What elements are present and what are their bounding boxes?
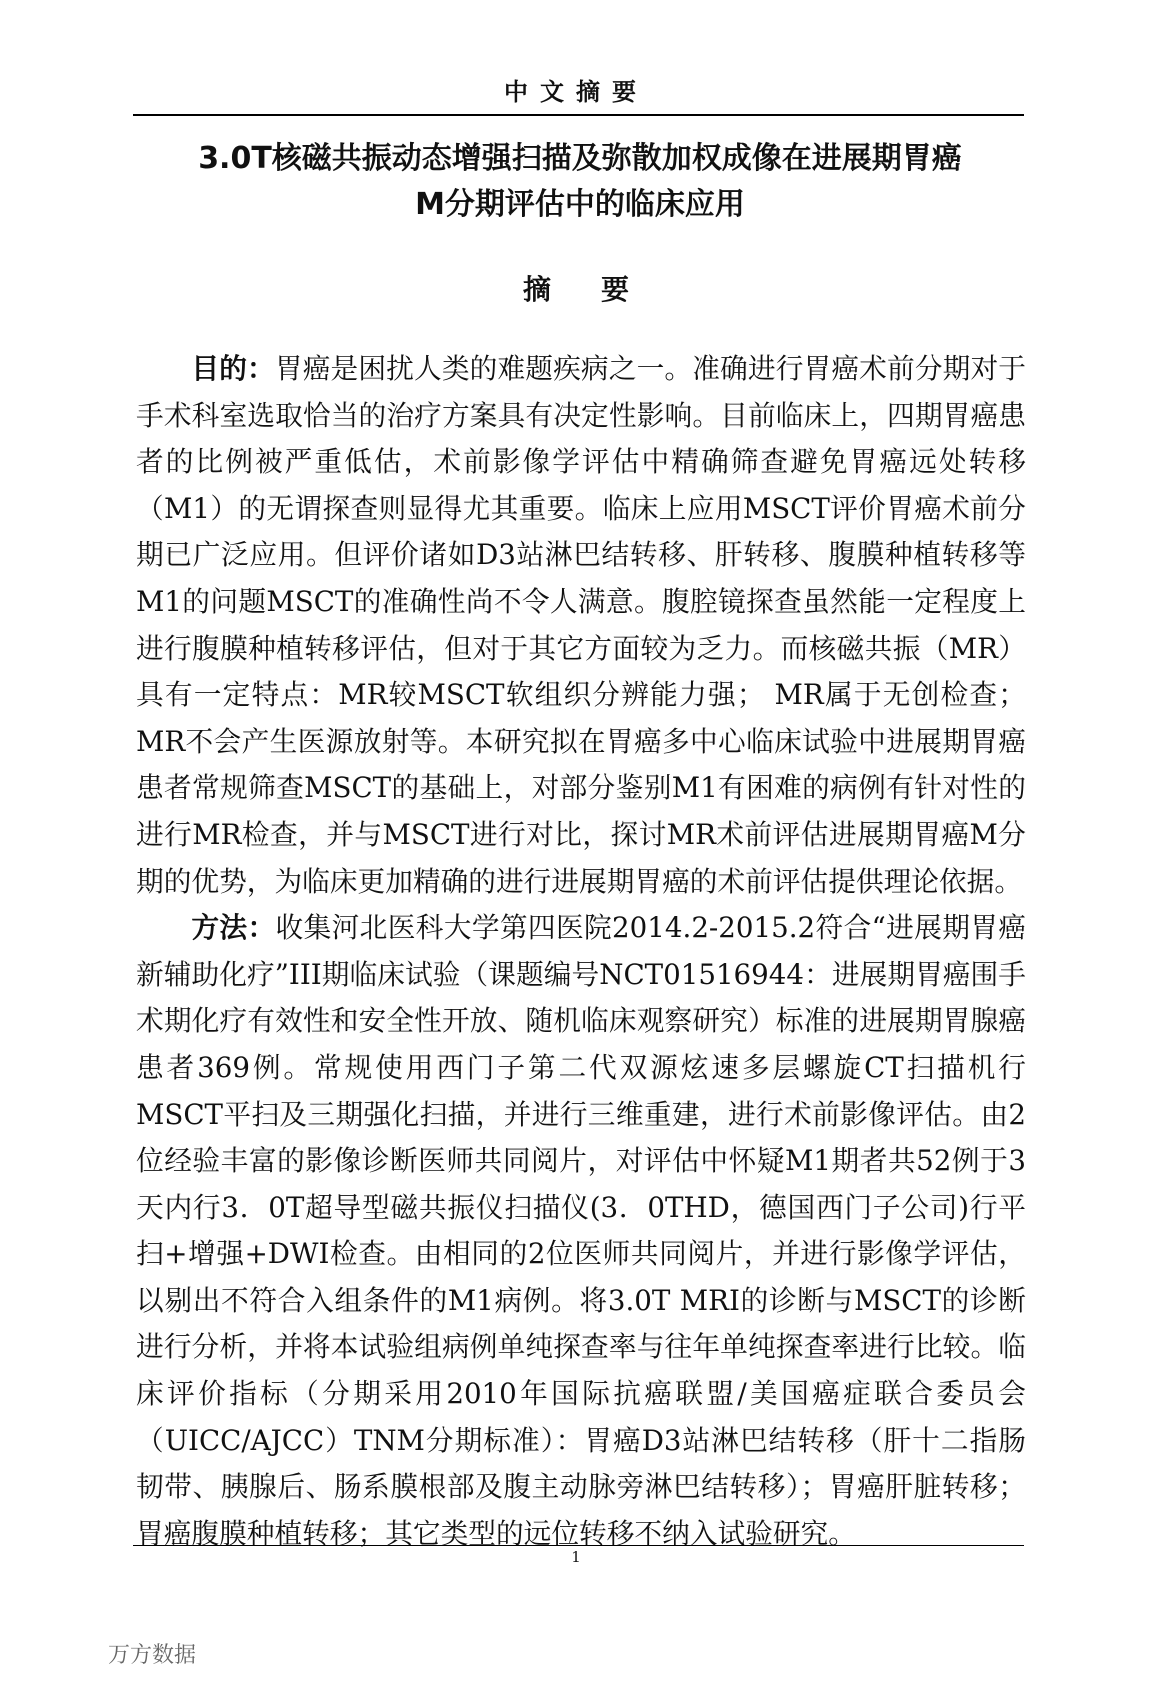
paragraph-text: 胃癌是困扰人类的难题疾病之一。准确进行胃癌术前分期对于手术科室选取恰当的治疗方案具有决定性影响。目前临床上，四期胃癌患者的比例被严重低估，术前影像学评估中精确筛查避免胃癌远处转移（M1）的无谓探查则显得尤其重要。临床上应用MSCT评价胃癌术前分期已广泛应用。但评价诸如D3站淋巴结转移、肝转移、腹膜种植转移等M1的问题MSCT的准确性尚不令人满意。腹腔镜探查虽然能一定程度上进行腹膜种植转移评估，但对于其它方面较为乏力。而核磁共振（MR）具有一定特点：MR较MSCT软组织分辨能力强； MR属于无创检查；MR不会产生医源放射等。本研究拟在胃癌多中心临床试验中进展期胃癌患者常规筛查MSCT的基础上，对部分鉴别M1有困难的病例有针对性的进行MR检查，并与MSCT进行对比，探讨MR术前评估进展期胃癌M分期的优势，为临床更加精确的进行进展期胃癌的术前评估提供理论依据。 xyxy=(136,352,1026,898)
paragraph-methods xyxy=(136,905,1026,1557)
paragraph-objective xyxy=(136,346,1026,905)
title-line-2: M分期评估中的临床应用 xyxy=(415,187,745,222)
paragraph-lead: 方法： xyxy=(191,911,276,945)
running-header: 中文摘要 xyxy=(504,77,648,106)
abstract-heading: 摘要 xyxy=(522,273,679,306)
paper-title xyxy=(130,136,1030,228)
watermark-text: 万方数据 xyxy=(108,1643,197,1668)
page-number: 1 xyxy=(571,1548,581,1566)
paragraph-text: 收集河北医科大学第四医院2014.2-2015.2符合“进展期胃癌新辅助化疗”III期临床试验（课题编号NCT01516944：进展期胃癌围手术期化疗有效性和安全性开放、随机临床观察研究）标准的进展期胃腺癌患者369例。常规使用西门子第二代双源炫速多层螺旋CT扫描机行MSCT平扫及三期强化扫描，并进行三维重建，进行术前影像评估。由2位经验丰富的影像诊断医师共同阅片，对评估中怀疑M1期者共52例于3天内行3．0T超导型磁共振仪扫描仪(3．0THD，德国西门子公司)行平扫+增强+DWI检查。由相同的2位医师共同阅片，并进行影像学评估，以剔出不符合入组条件的M1病例。将3.0T MRI的诊断与MSCT的诊断进行分析，并将本试验组病例单纯探查率与往年单纯探查率进行比较。临床评价指标（分期采用2010年国际抗癌联盟/美国癌症联合委员会（UICC/AJCC）TNM分期标准）：胃癌D3站淋巴结转移（肝十二指肠韧带、胰腺后、肠系膜根部及腹主动脉旁淋巴结转移）；胃癌肝脏转移；胃癌腹膜种植转移；其它类型的远位转移不纳入试验研究。 xyxy=(136,911,1026,1550)
footer-rule xyxy=(133,1545,1024,1546)
title-line-1: 3.0T核磁共振动态增强扫描及弥散加权成像在进展期胃癌 xyxy=(198,141,962,176)
abstract-body xyxy=(136,346,1026,1557)
header-rule xyxy=(133,114,1024,116)
paragraph-lead: 目的： xyxy=(191,352,275,385)
